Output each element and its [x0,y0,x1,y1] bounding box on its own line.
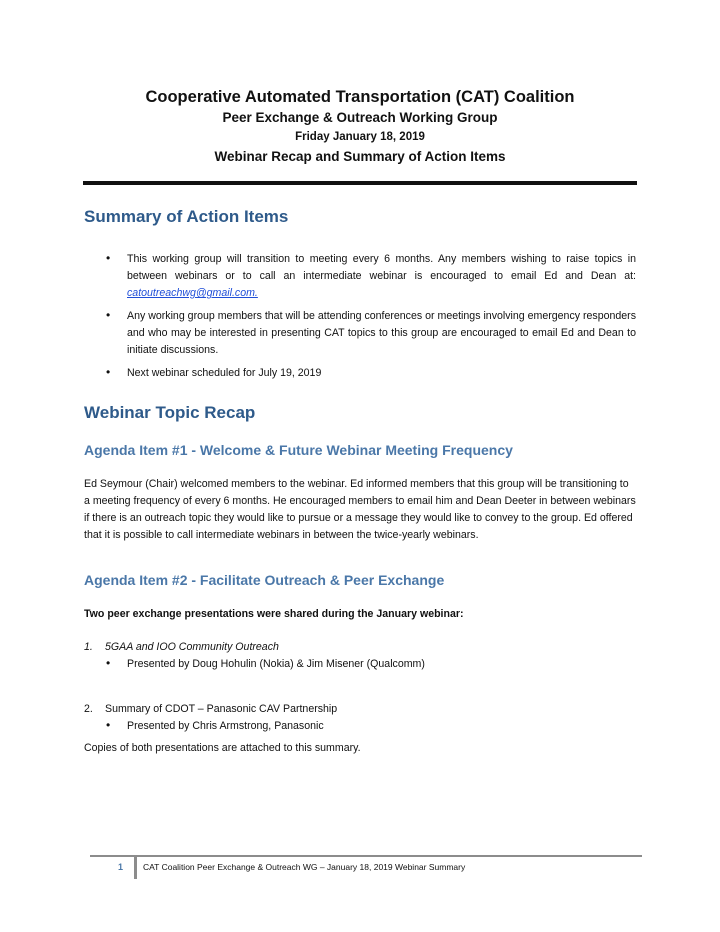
footer-divider [90,855,642,857]
action-item-1-text: This working group will transition to meeting every 6 months. Any members wishing to raise topics in between webinars or to call an intermediate webinar is encouraged to email Ed and Dean at: [127,253,636,282]
item-1-number: 1. [84,641,93,653]
bullet-marker: • [106,308,111,322]
summary-heading: Summary of Action Items [84,207,289,226]
item-2-number: 2. [84,703,93,715]
meeting-date: Friday January 18, 2019 [295,131,425,143]
bullet-marker: • [106,656,111,670]
document-subtitle: Webinar Recap and Summary of Action Items [214,149,506,164]
footer-separator [134,857,137,879]
item-1-presenter: Presented by Doug Hohulin (Nokia) & Jim Misener (Qualcomm) [127,658,425,670]
working-group-title: Peer Exchange & Outreach Working Group [222,110,498,125]
agenda-item-1-body: Ed Seymour (Chair) welcomed members to the webinar. Ed informed members that this group will be transitioning to a meeting frequency of every 6 months. He encouraged members to email him and Dean Deeter in between webinars if there is an outreach topic they would like to pursue or a message they would like to convey to the group. Ed offered that it is possible to call intermediate webinars in between the twice-yearly webinars. [84,478,636,541]
email-link[interactable]: catoutreachwg@gmail.com. [127,287,258,299]
item-1-title: 5GAA and IOO Community Outreach [105,641,279,653]
recap-heading: Webinar Topic Recap [84,403,256,422]
agenda-item-2-heading: Agenda Item #2 - Facilitate Outreach & Peer Exchange [84,572,445,588]
action-item-1 [127,251,636,302]
item-2-title: Summary of CDOT – Panasonic CAV Partnership [105,703,338,715]
action-item-2: Any working group members that will be attending conferences or meetings involving emergency responders and who may be interested in presenting CAT topics to this group are encouraged to email Ed and Dean to initiate discussions. [127,310,636,356]
bullet-marker: • [106,365,111,379]
footer-text: CAT Coalition Peer Exchange & Outreach WG – January 18, 2019 Webinar Summary [143,862,466,872]
bullet-marker: • [106,718,111,732]
agenda-item-2-intro: Two peer exchange presentations were shared during the January webinar: [84,608,464,620]
item-2-presenter: Presented by Chris Armstrong, Panasonic [127,720,324,732]
agenda-item-1-heading: Agenda Item #1 - Welcome & Future Webinar Meeting Frequency [84,442,513,458]
header-divider [83,181,637,185]
document-title: Cooperative Automated Transportation (CAT) Coalition [145,88,575,106]
action-item-3: Next webinar scheduled for July 19, 2019 [127,367,322,379]
page-number: 1 [118,862,124,872]
bullet-marker: • [106,251,111,265]
closing-note: Copies of both presentations are attached to this summary. [84,742,361,754]
